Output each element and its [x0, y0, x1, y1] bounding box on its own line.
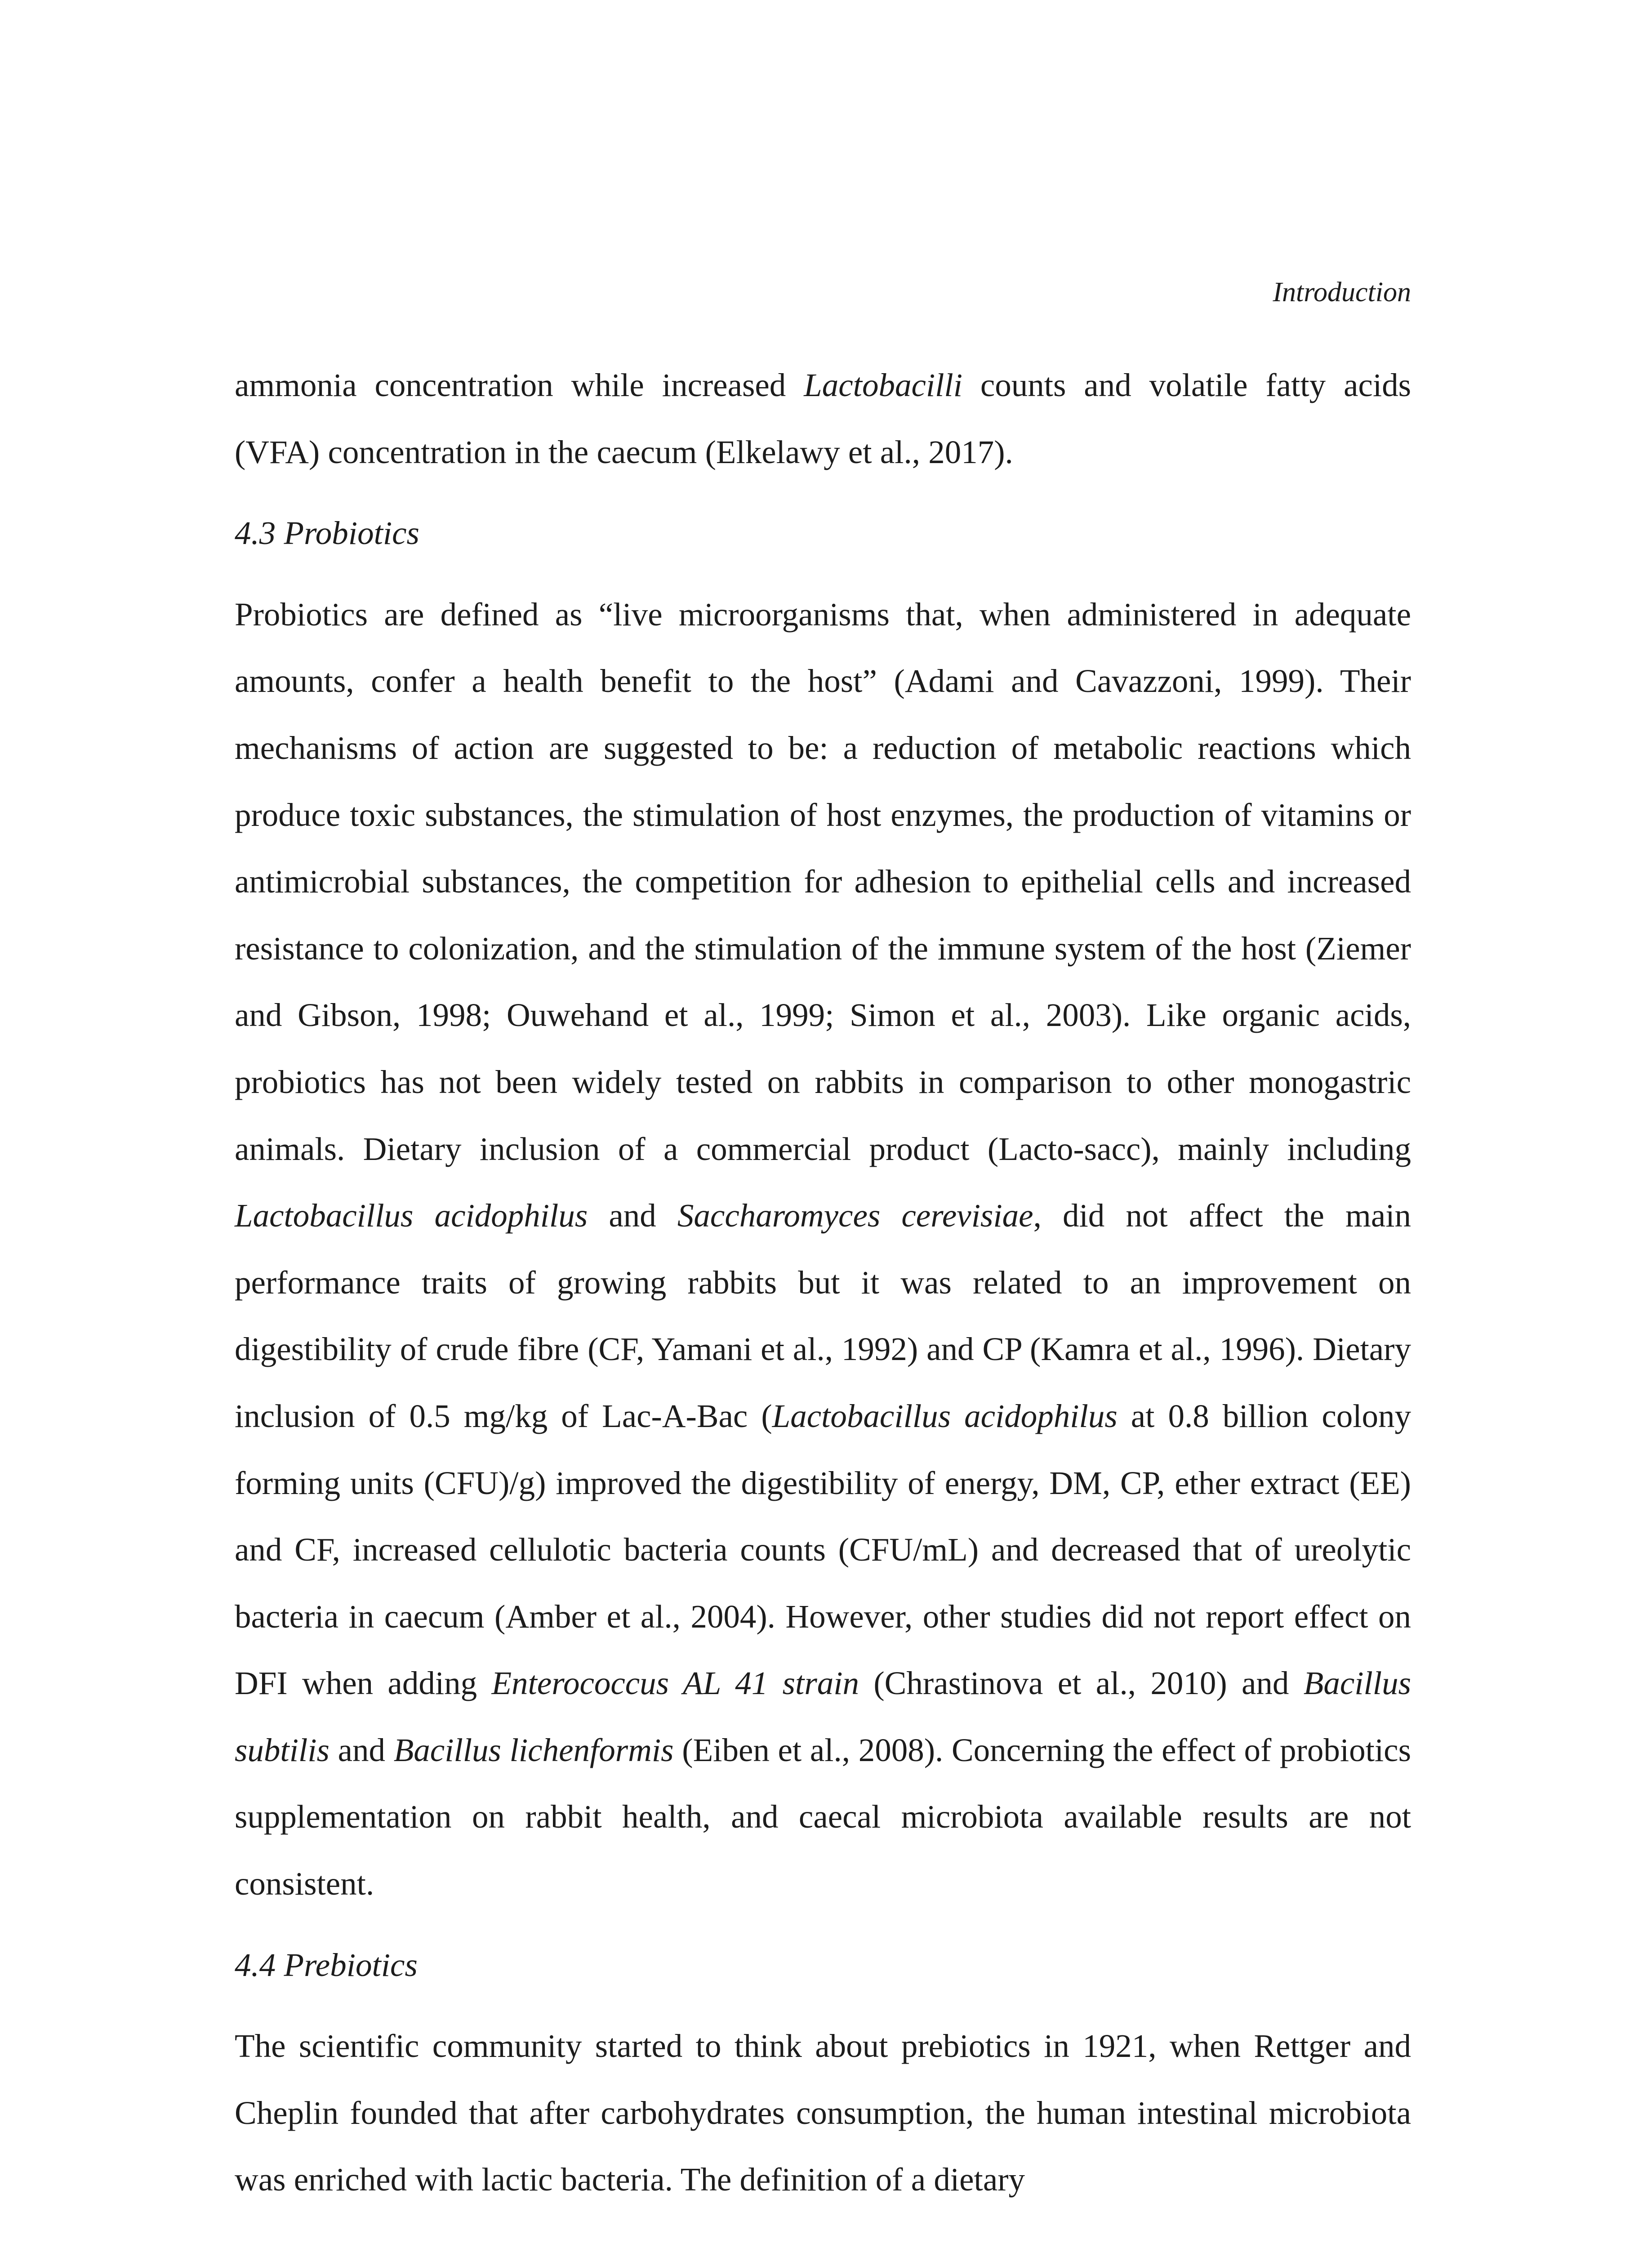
- italic-term: Enterococcus AL 41 strain: [491, 1665, 859, 1702]
- text-run: and: [329, 1731, 394, 1768]
- text-run: and: [588, 1197, 677, 1234]
- italic-term: Lactobacillus acidophilus: [235, 1197, 588, 1234]
- running-header: Introduction: [1273, 277, 1411, 308]
- text-run: (Chrastinova et al., 2010) and: [859, 1665, 1304, 1702]
- italic-term: Lactobacilli: [804, 367, 962, 403]
- paragraph-continuation: [235, 352, 1411, 486]
- section-heading-probiotics: 4.3 Probiotics: [235, 515, 419, 552]
- text-run: Probiotics are defined as “live microorganisms that, when administered in adequate amounts, confer a health benefit to the host” (Adami and Cavazzoni, 1999). Their mechanisms of action are suggested to be: a reduction of metabolic reactions which produce toxic substances, the stimulation of host enzymes, the production of vitamins or antimicrobial substances, the competition for adhesion to epithelial cells and increased resistance to colonization, and the stimulation of the immune system of the host (Ziemer and Gibson, 1998; Ouwehand et al., 1999; Simon et al., 2003). Like organic acids, probiotics has not been widely tested on rabbits in comparison to other monogastric animals. Dietary inclusion of a commercial product (Lacto-sacc), mainly including: [235, 596, 1411, 1167]
- text-run: The scientific community started to think about prebiotics in 1921, when Rettger and Cheplin founded that after carbohydrates consumption, the human intestinal microbiota was enriched with lactic bacteria. The definition of a dietary: [235, 2028, 1411, 2198]
- text-run: (Eiben et al., 2008). Concerning the effect of probiotics supplementation on rabbit health, and caecal microbiota available results are not consistent.: [235, 1731, 1411, 1902]
- text-run: , did not affect the main performance traits of growing rabbits but it was related to an improvement on digestibility of crude fibre (CF, Yamani et al., 1992) and CP (Kamra et al., 1996). Dietary inclusion of 0.5 mg/kg of Lac-A-Bac (: [235, 1197, 1412, 1434]
- text-run: at 0.8 billion colony forming units (CFU)/g) improved the digestibility of energy, DM, CP, ether extract (EE) and CF, increased cellulotic bacteria counts (CFU/mL) and decreased that of ureolytic bacteria in caecum (Amber et al., 2004). However, other studies did not report effect on DFI when adding: [235, 1397, 1412, 1702]
- text-run: ammonia concentration while increased: [235, 367, 804, 403]
- section-heading-prebiotics: 4.4 Prebiotics: [235, 1946, 418, 1983]
- paragraph-probiotics: [235, 581, 1411, 1918]
- italic-term: Bacillus lichenformis: [393, 1731, 674, 1768]
- text-run: counts and volatile fatty acids (VFA) concentration in the caecum (Elkelawy et al., 2017).: [235, 367, 1412, 470]
- paragraph-prebiotics: [235, 2013, 1411, 2213]
- italic-term: Saccharomyces cerevisiae: [677, 1197, 1033, 1234]
- body-text: [235, 352, 1411, 2213]
- italic-term: Bacillus subtilis: [235, 1665, 1411, 1768]
- italic-term: Lactobacillus acidophilus: [772, 1397, 1118, 1434]
